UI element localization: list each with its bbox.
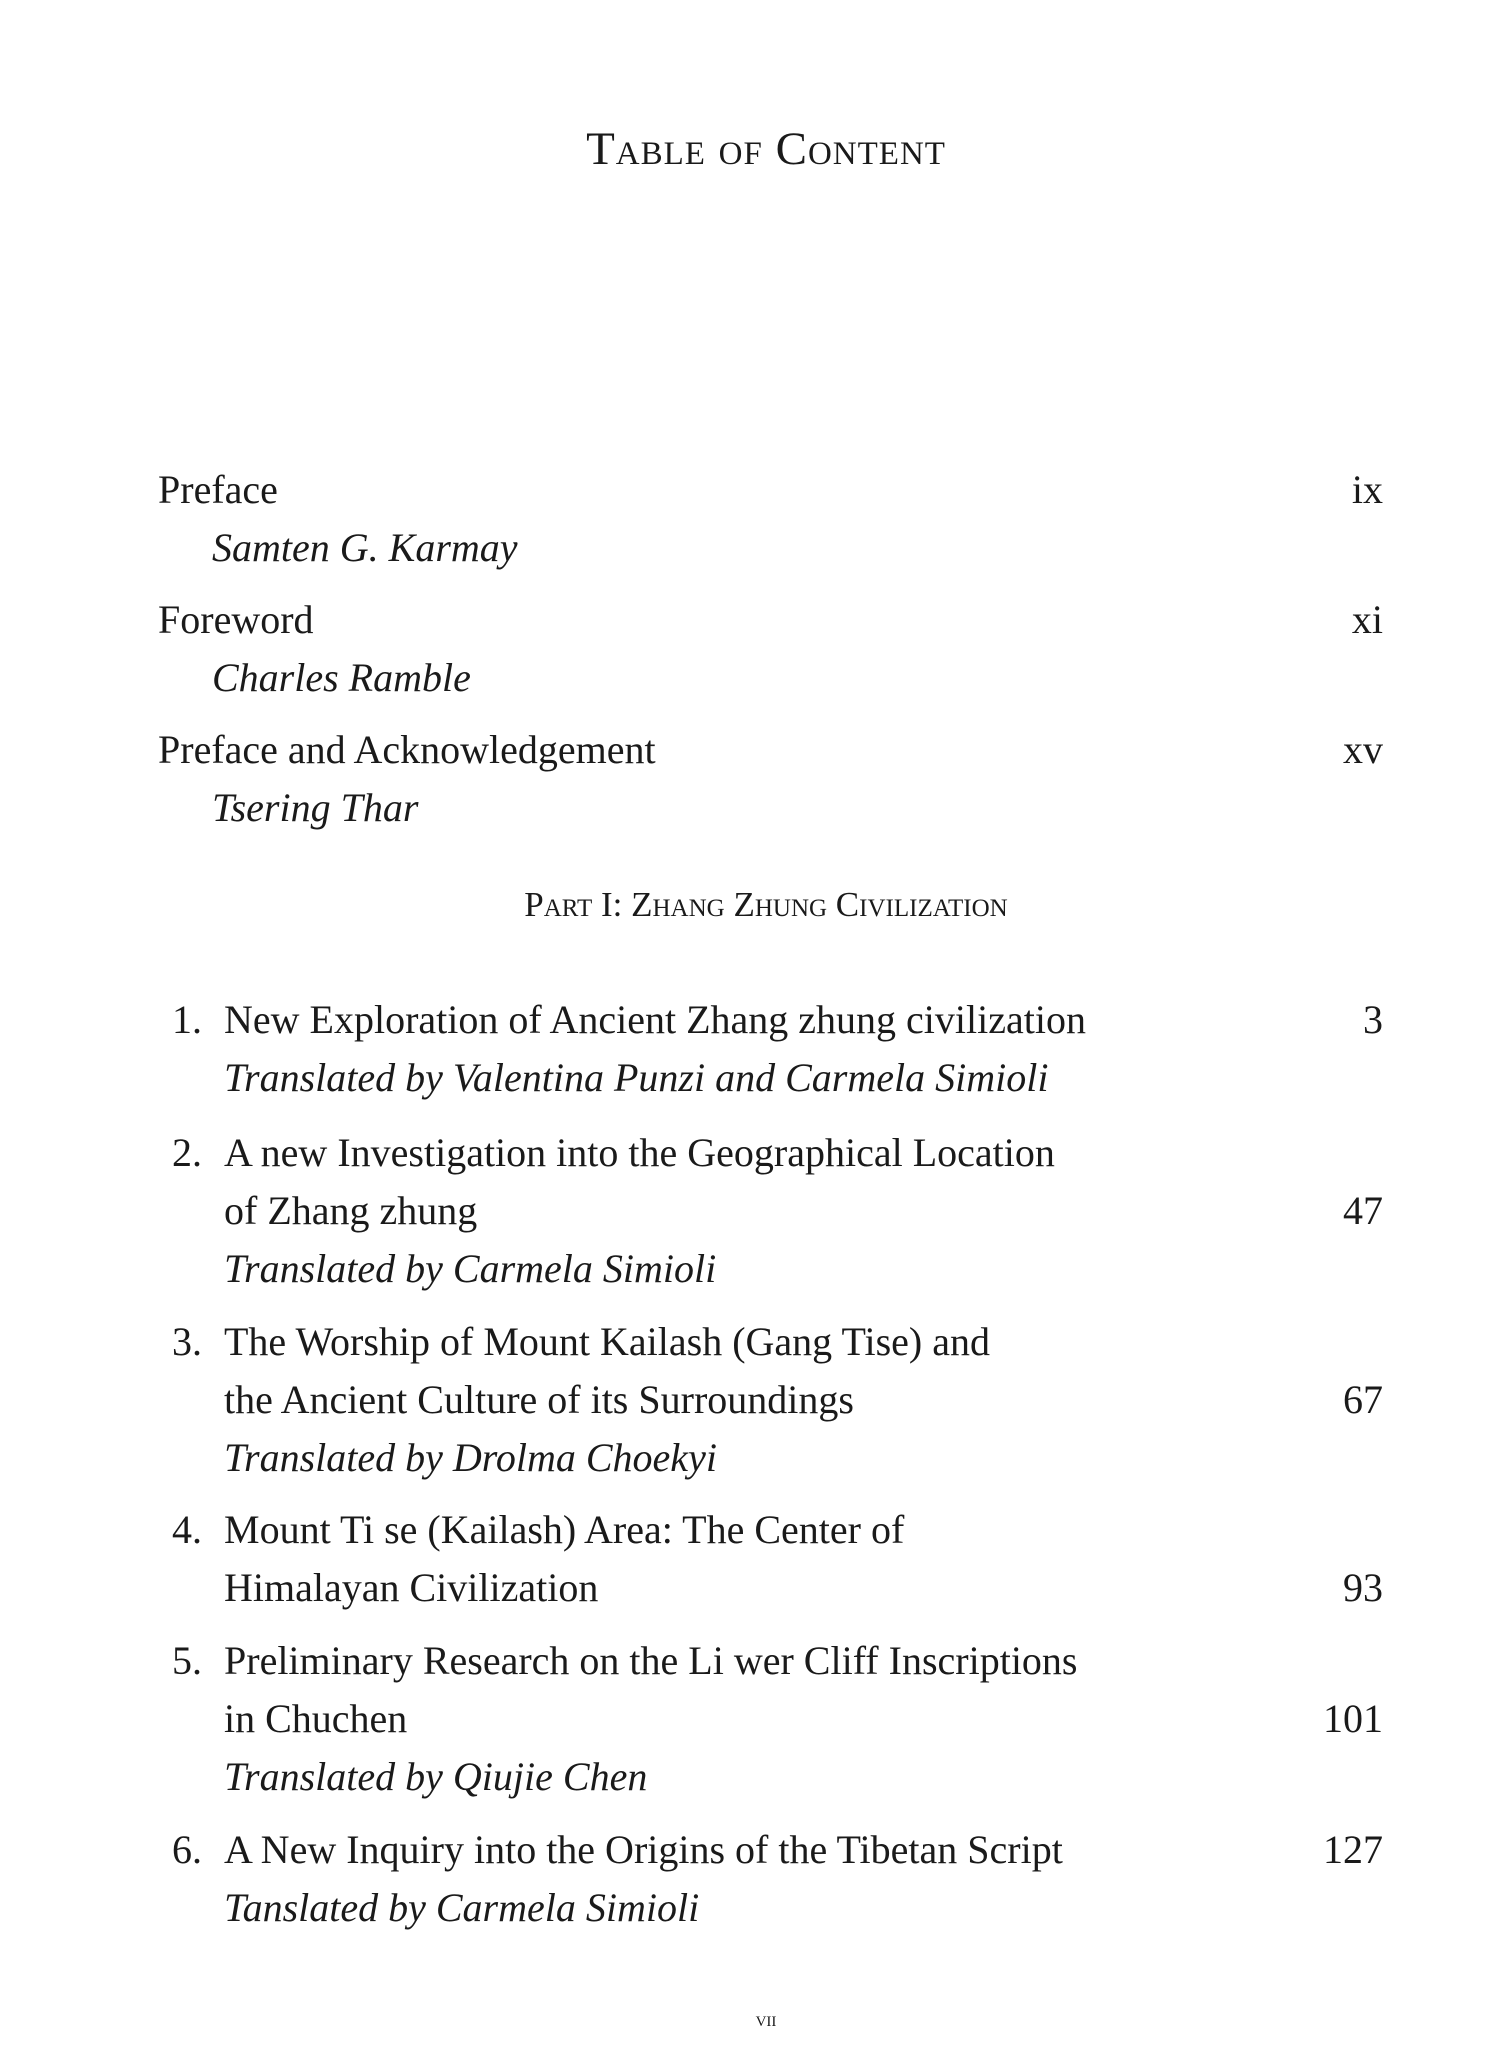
entry-author: Tsering Thar <box>212 785 419 830</box>
entry-number: 2. <box>172 1130 202 1175</box>
page-number: 47 <box>1343 1188 1383 1233</box>
entry-number: 1. <box>172 997 202 1042</box>
page-number: 67 <box>1343 1377 1383 1422</box>
entry-translator: Translated by Carmela Simioli <box>224 1246 717 1291</box>
entry-translator: Tanslated by Carmela Simioli <box>224 1885 700 1930</box>
entry-number: 5. <box>172 1638 202 1683</box>
entry-number: 3. <box>172 1319 202 1364</box>
page-number: ix <box>1351 467 1383 512</box>
entry-title-line: in Chuchen <box>224 1696 408 1741</box>
page-number: 3 <box>1363 997 1383 1042</box>
page-folio: vii <box>755 2006 777 2031</box>
entry-translator: Translated by Valentina Punzi and Carmela Simioli <box>224 1055 1049 1100</box>
entry-author: Samten G. Karmay <box>212 525 518 570</box>
entry-title-line: Preliminary Research on the Li wer Cliff Inscriptions <box>224 1638 1078 1683</box>
page-number: 101 <box>1323 1696 1383 1741</box>
entry-title-line: Mount Ti se (Kailash) Area: The Center of <box>224 1507 905 1552</box>
entry-author: Charles Ramble <box>212 655 471 700</box>
entry-title-line: A New Inquiry into the Origins of the Tibetan Script <box>224 1827 1063 1872</box>
entry-number: 6. <box>172 1827 202 1872</box>
entry-title: Preface and Acknowledgement <box>158 727 656 772</box>
entry-title-line: A new Investigation into the Geographical Location <box>224 1130 1055 1175</box>
entry-title-line: New Exploration of Ancient Zhang zhung civilization <box>224 997 1086 1042</box>
page-number: xi <box>1351 597 1383 642</box>
entry-title: Preface <box>158 467 278 512</box>
page-number: xv <box>1343 727 1383 772</box>
entry-title-line: of Zhang zhung <box>224 1188 478 1233</box>
page-title: Table of Content <box>586 123 946 175</box>
entry-translator: Translated by Qiujie Chen <box>224 1754 648 1799</box>
entry-title-line: the Ancient Culture of its Surroundings <box>224 1377 854 1422</box>
entry-title: Foreword <box>158 597 314 642</box>
entry-translator: Translated by Drolma Choekyi <box>224 1435 717 1480</box>
part-heading: Part I: Zhang Zhung Civilization <box>524 885 1008 924</box>
entry-title-line: Himalayan Civilization <box>224 1565 599 1610</box>
entry-title-line: The Worship of Mount Kailash (Gang Tise) and <box>224 1319 990 1364</box>
page-number: 127 <box>1323 1827 1383 1872</box>
entry-number: 4. <box>172 1507 202 1552</box>
page-number: 93 <box>1343 1565 1383 1610</box>
